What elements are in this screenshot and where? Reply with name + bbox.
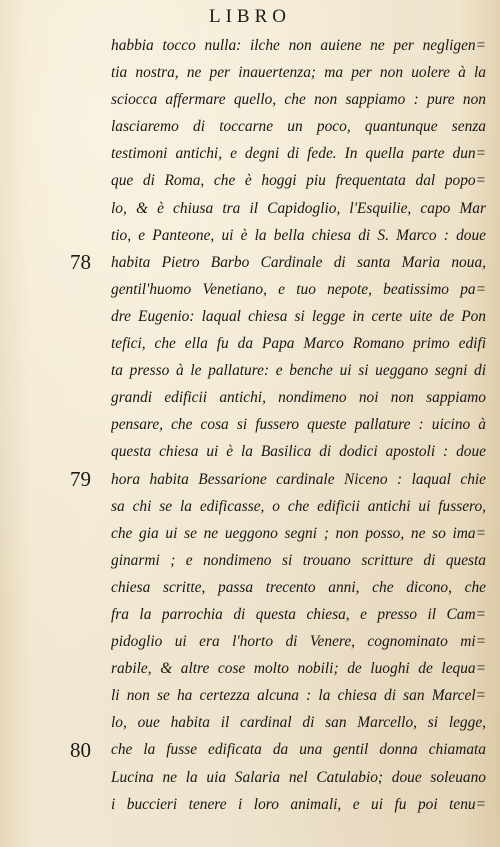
text-line: chiesa scritte, passa trecento anni, che dicono, che <box>111 578 486 596</box>
text-line: tefici, che ella fu da Papa Marco Romano primo edifi <box>111 335 486 353</box>
text-line: tio, e Panteone, ui è la bella chiesa di S. Marco : doue <box>111 226 486 244</box>
text-line: lo, & è chiusa tra il Capidoglio, l'Esquilie, capo Mar <box>111 199 486 217</box>
text-line: Lucina ne la uia Salaria nel Catulabio; doue soleuano <box>111 768 486 786</box>
text-line: li non se ha certezza alcuna : la chiesa di san Marcel= <box>111 687 486 705</box>
text-line: pensare, che cosa si fussero queste pallature : uicino à <box>111 416 486 434</box>
margin-number: 79 <box>70 466 91 491</box>
text-line: che la fusse edificata da una gentil donna chiamata <box>111 741 486 759</box>
margin-number: 78 <box>70 249 91 274</box>
text-line: hora habita Bessarione cardinale Niceno : laqual chie <box>111 470 486 488</box>
text-line: pidoglio ui era l'horto di Venere, cognominato mi= <box>111 633 486 651</box>
text-line: habita Pietro Barbo Cardinale di santa Maria noua, <box>111 253 486 271</box>
text-line: tia nostra, ne per inauertenza; ma per non uolere à la <box>111 64 486 82</box>
text-line: lasciaremo di toccarne un poco, quantunque senza <box>111 118 486 136</box>
text-line: ta presso à le pallature: e benche ui si ueggano segni di <box>111 362 486 380</box>
text-line: habbia tocco nulla: ilche non auiene ne per negligen= <box>111 37 486 54</box>
text-line: fra la parrochia di questa chiesa, e presso il Cam= <box>111 605 486 623</box>
text-line: testimoni antichi, e degni di fede. In quella parte dun= <box>111 145 486 163</box>
text-line: che gia ui se ne ueggono segni ; non posso, ne so ima= <box>111 524 486 542</box>
text-line: i buccieri tenere i loro animali, e ui fu poi tenu= <box>111 795 486 813</box>
text-line: gentil'huomo Venetiano, e tuo nepote, beatissimo pa= <box>111 280 486 298</box>
text-line: sa chi se la edificasse, o che edificii antichi ui fussero, <box>111 497 486 515</box>
text-line: dre Eugenio: laqual chiesa si legge in certe uite de Pon <box>111 307 486 325</box>
text-line: questa chiesa ui è la Basilica di dodici apostoli : doue <box>111 443 486 461</box>
text-line: lo, oue habita il cardinal di san Marcello, si legge, <box>111 714 486 732</box>
text-line: grandi edificii antichi, nondimeno noi non sappiamo <box>111 389 486 407</box>
text-line: sciocca affermare quello, che non sappiamo : pure non <box>111 91 486 109</box>
running-head: LIBRO <box>209 6 291 27</box>
text-block <box>111 32 486 818</box>
text-line: que di Roma, che è hoggi piu frequentata dal popo= <box>111 172 486 190</box>
text-line: ginarmi ; e nondimeno si trouano scritture di questa <box>111 551 486 569</box>
margin-number: 80 <box>70 737 91 762</box>
text-line: rabile, & altre cose molto nobili; de luoghi de lequa= <box>111 660 486 678</box>
